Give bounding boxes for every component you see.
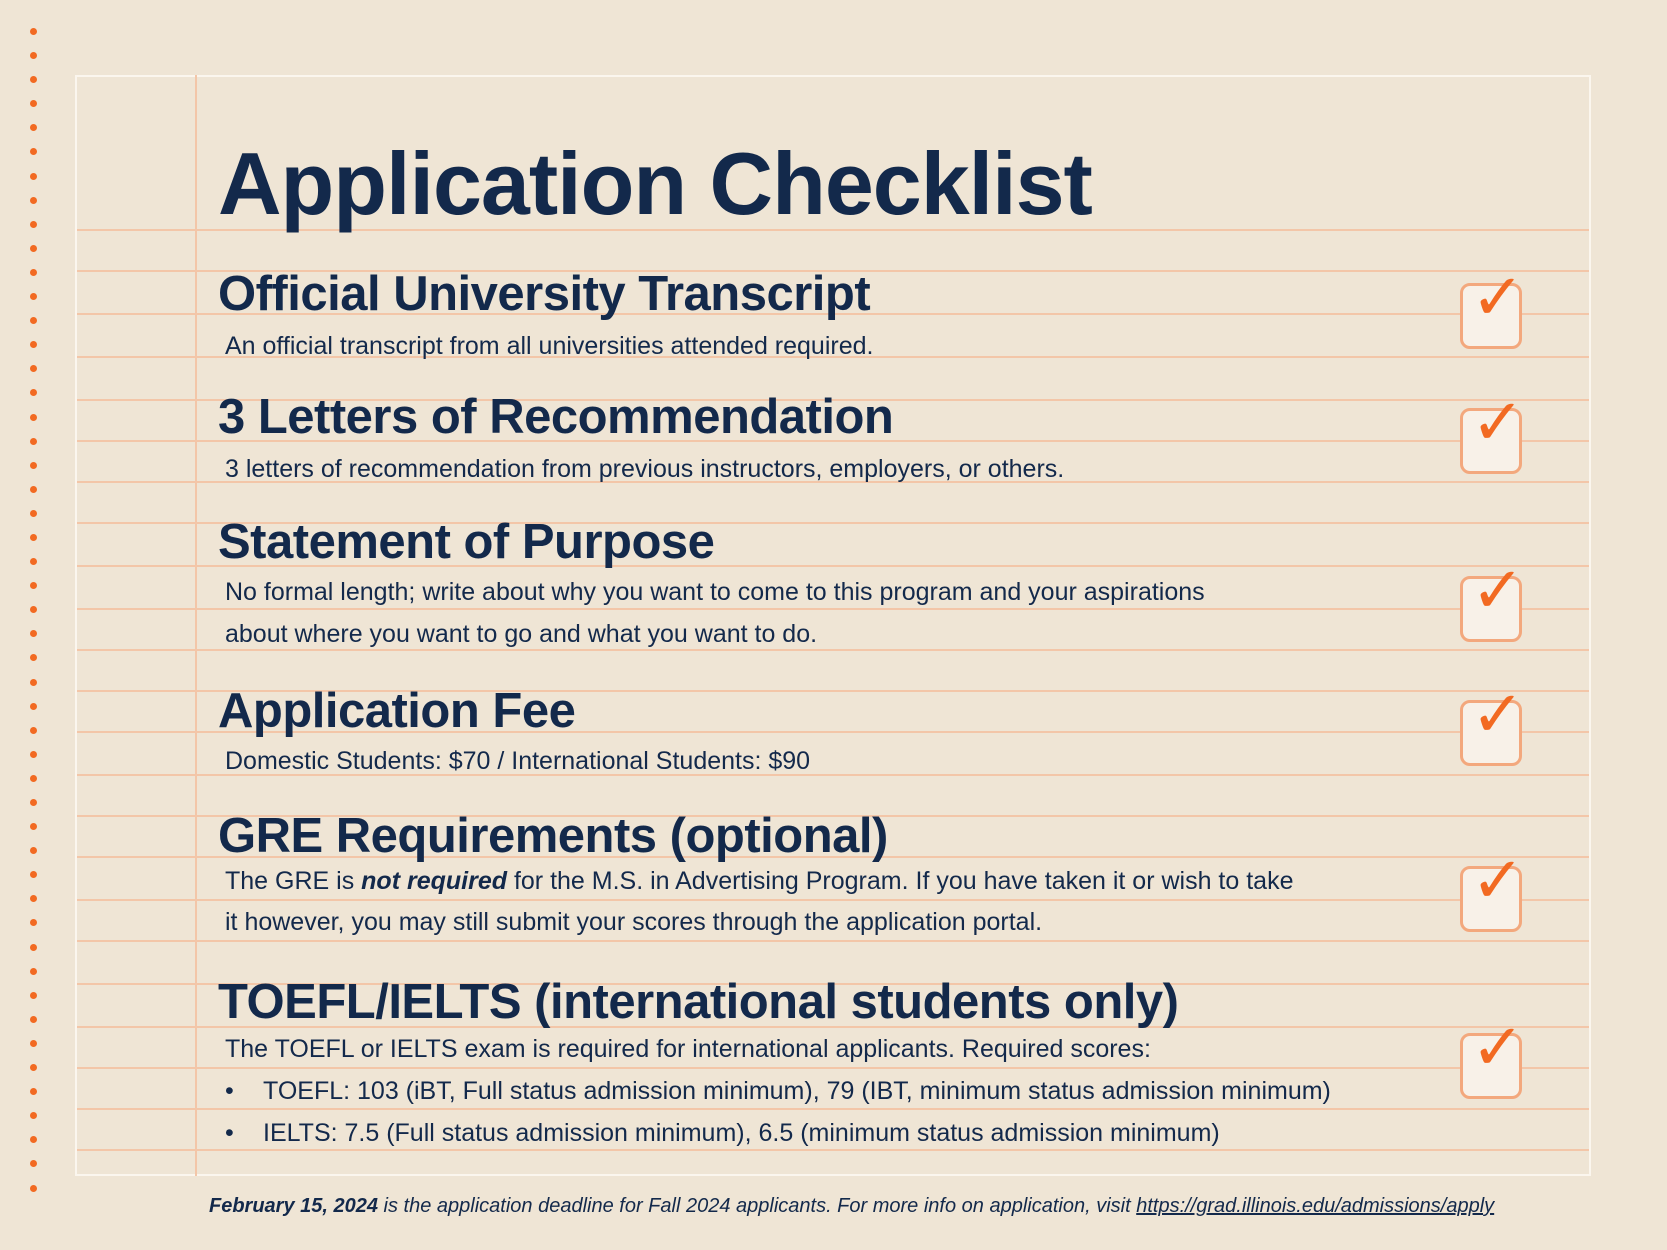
list-item: • TOEFL: 103 (iBT, Full status admission minimum), 79 (IBT, minimum status admission minimum) bbox=[225, 1070, 1331, 1112]
checkbox-fee[interactable] bbox=[1460, 678, 1525, 766]
item-description-recommendation: 3 letters of recommendation from previous instructors, employers, or others. bbox=[225, 455, 1065, 483]
binder-dot bbox=[30, 341, 37, 348]
binder-dot bbox=[30, 1136, 37, 1143]
binder-dot bbox=[30, 269, 37, 276]
binder-dot bbox=[30, 895, 37, 902]
binder-dot bbox=[30, 124, 37, 131]
item-description-statement-line2: about where you want to go and what you want to do. bbox=[225, 620, 818, 648]
binder-dot bbox=[30, 173, 37, 180]
checkmark-icon: ✓ bbox=[1471, 261, 1525, 335]
binder-dot bbox=[30, 534, 37, 541]
binder-dot bbox=[30, 1064, 37, 1071]
item-heading-fee: Application Fee bbox=[218, 684, 576, 738]
binder-dot bbox=[30, 775, 37, 782]
binder-dot bbox=[30, 823, 37, 830]
apply-link[interactable]: https://grad.illinois.edu/admissions/apply bbox=[1136, 1195, 1495, 1217]
binder-dot bbox=[30, 414, 37, 421]
binder-dot bbox=[30, 1040, 37, 1047]
binder-dot bbox=[30, 245, 37, 252]
binder-dot bbox=[30, 1088, 37, 1095]
item-description-toefl: The TOEFL or IELTS exam is required for international applicants. Required scores: bbox=[225, 1035, 1151, 1063]
emphasis-not-required: not required bbox=[361, 867, 507, 895]
binder-dot bbox=[30, 944, 37, 951]
item-description-gre-line1: The GRE is not required for the M.S. in Advertising Program. If you have taken it or wish to take bbox=[225, 867, 1294, 895]
binder-dot bbox=[30, 727, 37, 734]
checkmark-icon: ✓ bbox=[1471, 554, 1525, 628]
checkbox-transcript[interactable] bbox=[1460, 261, 1525, 349]
binder-dot bbox=[30, 871, 37, 878]
item-heading-recommendation: 3 Letters of Recommendation bbox=[218, 390, 894, 444]
binder-dot bbox=[30, 654, 37, 661]
margin-line bbox=[195, 75, 197, 1176]
list-item: • IELTS: 7.5 (Full status admission minimum), 6.5 (minimum status admission minimum) bbox=[225, 1112, 1331, 1154]
scores-list bbox=[225, 1070, 1331, 1154]
binder-dot bbox=[30, 486, 37, 493]
binder-dot bbox=[30, 510, 37, 517]
footer-note: February 15, 2024 is the application deadline for Fall 2024 applicants. For more info on application, visit https://grad.illinois.edu/admissions/apply bbox=[209, 1195, 1495, 1217]
binder-dot bbox=[30, 438, 37, 445]
binder-dot bbox=[30, 992, 37, 999]
binder-dot bbox=[30, 1185, 37, 1192]
binder-dot bbox=[30, 317, 37, 324]
binder-dot bbox=[30, 462, 37, 469]
item-heading-transcript: Official University Transcript bbox=[218, 267, 871, 321]
binder-dot bbox=[30, 968, 37, 975]
binder-dot bbox=[30, 606, 37, 613]
deadline-date: February 15, 2024 bbox=[209, 1195, 378, 1217]
item-description-transcript: An official transcript from all universities attended required. bbox=[225, 332, 874, 360]
binder-dot bbox=[30, 100, 37, 107]
item-description-statement-line1: No formal length; write about why you want to come to this program and your aspirations bbox=[225, 578, 1205, 606]
checkbox-statement[interactable] bbox=[1460, 554, 1525, 642]
binder-dot bbox=[30, 1112, 37, 1119]
binder-dot bbox=[30, 365, 37, 372]
binder-dot bbox=[30, 679, 37, 686]
item-description-fee: Domestic Students: $70 / International Students: $90 bbox=[225, 747, 811, 775]
binder-dot bbox=[30, 28, 37, 35]
binder-dot bbox=[30, 76, 37, 83]
binder-dot bbox=[30, 221, 37, 228]
binder-dots bbox=[30, 28, 37, 1192]
binder-dot bbox=[30, 582, 37, 589]
item-heading-gre: GRE Requirements (optional) bbox=[218, 809, 888, 863]
item-heading-toefl: TOEFL/IELTS (international students only) bbox=[218, 975, 1179, 1029]
binder-dot bbox=[30, 558, 37, 565]
binder-dot bbox=[30, 52, 37, 59]
item-description-gre-line2: it however, you may still submit your scores through the application portal. bbox=[225, 908, 1043, 936]
checkmark-icon: ✓ bbox=[1471, 1011, 1525, 1085]
item-heading-statement: Statement of Purpose bbox=[218, 515, 715, 569]
binder-dot bbox=[30, 751, 37, 758]
checkmark-icon: ✓ bbox=[1471, 386, 1525, 460]
binder-dot bbox=[30, 630, 37, 637]
binder-dot bbox=[30, 389, 37, 396]
binder-dot bbox=[30, 148, 37, 155]
page-title: Application Checklist bbox=[218, 134, 1092, 233]
checkbox-toefl[interactable] bbox=[1460, 1011, 1525, 1099]
checkmark-icon: ✓ bbox=[1471, 844, 1525, 918]
binder-dot bbox=[30, 703, 37, 710]
binder-dot bbox=[30, 1016, 37, 1023]
binder-dot bbox=[30, 799, 37, 806]
binder-dot bbox=[30, 919, 37, 926]
binder-dot bbox=[30, 1160, 37, 1167]
checkbox-gre[interactable] bbox=[1460, 844, 1525, 932]
checkmark-icon: ✓ bbox=[1471, 678, 1525, 752]
binder-dot bbox=[30, 847, 37, 854]
binder-dot bbox=[30, 293, 37, 300]
binder-dot bbox=[30, 197, 37, 204]
checkbox-recommendation[interactable] bbox=[1460, 386, 1525, 474]
